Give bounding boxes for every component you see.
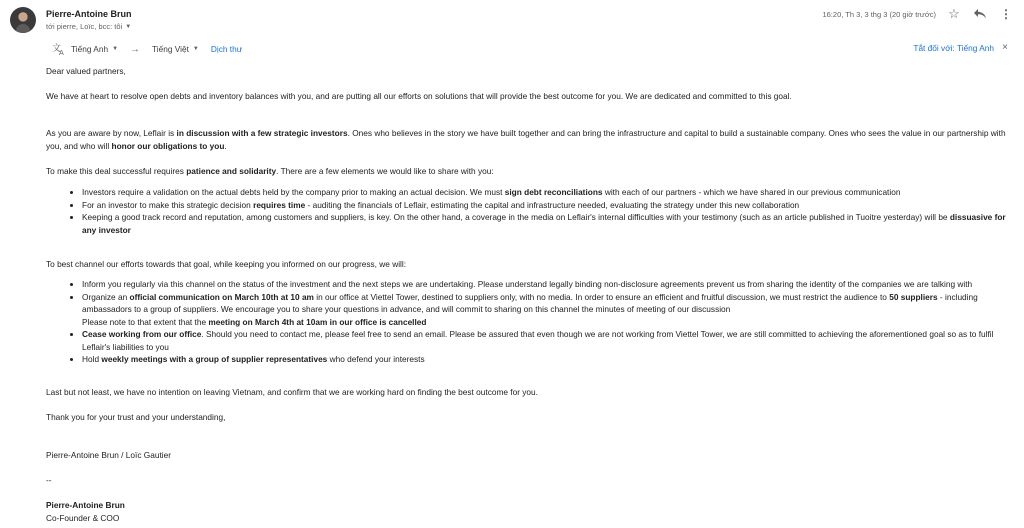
text: . [224, 140, 227, 151]
signature-divider: -- [46, 475, 52, 485]
more-vert-icon[interactable]: ⋮ [1000, 7, 1012, 21]
bold-text: weekly meetings with a group of supplier representatives [101, 354, 328, 364]
list-item [82, 291, 1014, 329]
sender-name[interactable]: Pierre-Antoine Brun [46, 9, 132, 19]
target-language-label: Tiếng Việt [152, 44, 189, 54]
star-icon[interactable]: ☆ [948, 6, 960, 21]
svg-text:文: 文 [52, 44, 62, 54]
paragraph-4: To best channel our efforts towards that goal, while keeping you informed on our progress, we will: [46, 259, 407, 269]
dropdown-arrow-icon: ▼ [192, 46, 199, 52]
reply-icon[interactable] [972, 6, 988, 22]
email-date: 16:20, Th 3, 3 thg 3 (20 giờ trước) [822, 10, 936, 19]
list-item [82, 199, 1014, 212]
target-language-select[interactable] [152, 44, 199, 54]
text: - including ambassadors to a group of suppliers. We encourage you to share your questions in advance, and will commit to sharing on this channel the minutes of meeting of our discussion [82, 291, 978, 314]
text: - auditing the financials of Leflair, estimating the capital and infrastructure needed, evaluating the strategy under this new collaboration [305, 199, 800, 210]
signature-title: Co-Founder & COO [46, 513, 120, 523]
text: . Ones who believes in the story we have built together and can bring the infrastructure and capital to build a sustainable company. Ones who sees the value in our partnership with you, and who will [46, 128, 1006, 151]
recipients-line [46, 22, 131, 31]
greeting: Dear valued partners, [46, 66, 126, 76]
bold-text: sign debt reconciliations [504, 187, 603, 197]
text: For an investor to make this strategic decision [82, 199, 254, 210]
list-item [82, 328, 1014, 353]
avatar[interactable] [10, 7, 36, 33]
text: Keeping a good track record and reputation, among customers and suppliers, is key. On the other hand, a coverage in the media on Leflair's internal difficulties with your testimony (such as an article published in Tuoitre yesterday) will be [82, 212, 950, 222]
close-icon[interactable]: × [1002, 42, 1008, 53]
paragraph-3 [46, 165, 1014, 178]
text: Hold [82, 354, 102, 364]
bold-text: dissuasive for any investor [82, 212, 1006, 235]
text: who defend your interests [327, 354, 425, 364]
text: . Should you need to contact me, please feel free to send an email. Please be assured that even though we are not working from Viettel Tower, we are still committed to achieving the aforementioned goal so as to fulfil Leflair's liabilities to you [82, 329, 994, 352]
paragraph-1: We have at heart to resolve open debts and inventory balances with you, and are putting all our efforts on solutions that will provide the best outcome for you. We are dedicated and committed to this goal. [46, 91, 792, 101]
text: in our office at Viettel Tower, destined to suppliers only, with no media. In order to ensure an efficient and fruitful discussion, we must restrict the audience to [313, 291, 890, 302]
bold-text: requires time [253, 199, 306, 210]
text: Organize an [82, 291, 130, 302]
text: Please note to that extent that the [82, 316, 209, 327]
recipients-text: tới pierre, Loïc, bcc: tôi [46, 22, 123, 31]
dropdown-arrow-icon: ▼ [112, 46, 119, 52]
translate-bar [46, 40, 1014, 58]
text: As you are aware by now, Leflair is [46, 128, 177, 138]
source-language-label: Tiếng Anh [71, 44, 109, 54]
list-item [82, 186, 1014, 199]
text: Investors require a validation on the actual debts held by the company prior to making an actual decision. We must [82, 187, 505, 197]
source-language-select[interactable] [71, 44, 118, 54]
elements-list [82, 186, 1014, 236]
paragraph-5: Last but not least, we have no intention on leaving Vietnam, and confirm that we are working hard on finding the best outcome for you. [46, 387, 538, 397]
list-item [82, 211, 1014, 236]
turn-off-translation-link[interactable]: Tắt đối với: Tiếng Anh [913, 43, 994, 53]
email-header [0, 0, 1024, 38]
bold-text: in discussion with a few strategic investors [176, 128, 348, 138]
translate-message-link[interactable]: Dịch thư [210, 44, 243, 54]
bold-text: Cease working from our office [82, 329, 202, 339]
chevron-down-icon[interactable]: ▼ [125, 23, 132, 30]
signature-line: Pierre-Antoine Brun / Loïc Gautier [46, 450, 171, 460]
bold-text: meeting on March 4th at 10am in our office is cancelled [208, 316, 427, 327]
svg-text:A: A [59, 49, 64, 56]
bold-text: honor our obligations to you [111, 140, 225, 151]
bold-text: official communication on March 10th at 10 am [129, 291, 314, 302]
bold-text: patience and solidarity [186, 166, 277, 176]
text: To make this deal successful requires [46, 166, 187, 176]
list-item [82, 278, 1014, 291]
bold-text: 50 suppliers [889, 291, 938, 302]
translate-icon [52, 42, 66, 56]
arrow-right-icon: → [130, 43, 141, 55]
signature-name: Pierre-Antoine Brun [46, 500, 125, 510]
text: Inform you regularly via this channel on the status of the investment and the next steps we are undertaking. Please understand legally binding non-disclosure agreements prevent us from sharing the identity of the companies we are talking with [82, 279, 973, 289]
paragraph-2 [46, 127, 1014, 152]
text: . There are a few elements we would like to share with you: [276, 166, 494, 176]
text: with each of our partners - which we have shared in our previous communication [602, 187, 901, 197]
paragraph-6: Thank you for your trust and your understanding, [46, 412, 226, 422]
actions-list [82, 278, 1014, 366]
list-item [82, 353, 1014, 366]
